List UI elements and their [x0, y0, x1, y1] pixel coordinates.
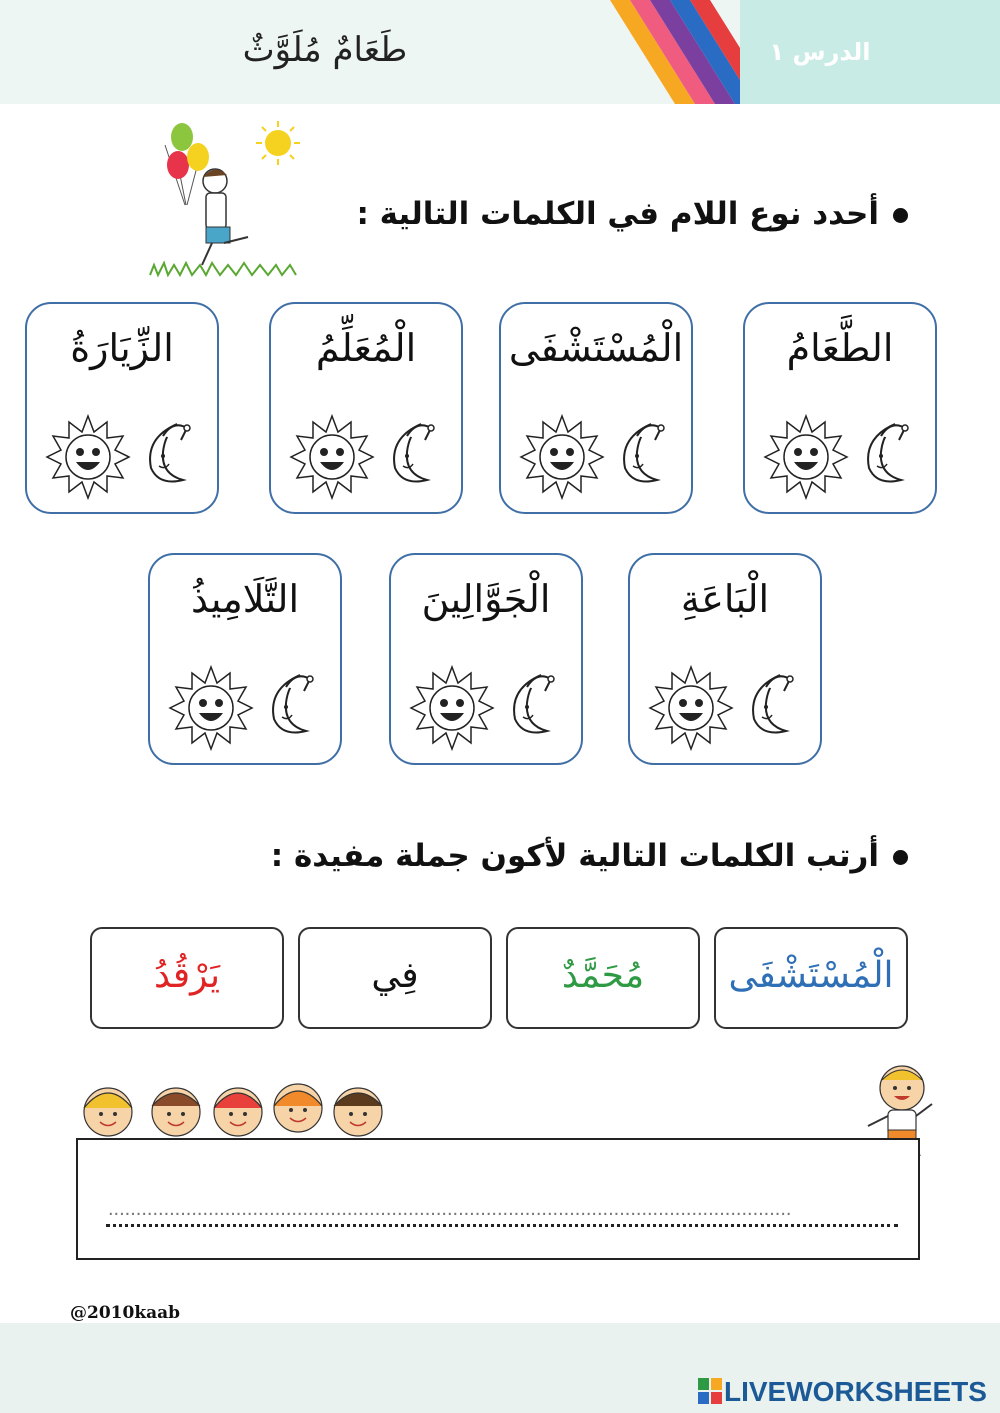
word-card [25, 302, 219, 514]
card-word: الْمُعَلِّمُ [315, 326, 417, 370]
sun-icon[interactable] [45, 414, 131, 500]
instruction-1: أحدد نوع اللام في الكلمات التالية : [356, 196, 908, 232]
word-tile[interactable] [714, 927, 908, 1029]
moon-icon[interactable] [736, 667, 798, 739]
author-credit: @2010kaab [70, 1303, 181, 1323]
instruction-2: أرتب الكلمات التالية لأكون جملة مفيدة : [271, 838, 908, 874]
sun-icon[interactable] [763, 414, 849, 500]
boy-balloons-illustration [140, 115, 310, 285]
moon-icon[interactable] [256, 667, 318, 739]
word-tile-text: فِي [371, 955, 419, 996]
word-card [389, 553, 583, 765]
card-word: التَّلَامِيذُ [190, 577, 300, 621]
sun-icon[interactable] [168, 665, 254, 751]
liveworksheets-badge-icon [698, 1378, 722, 1404]
moon-icon[interactable] [607, 416, 669, 488]
word-card [743, 302, 937, 514]
word-tile[interactable] [506, 927, 700, 1029]
bullet-icon [893, 850, 908, 865]
card-word: الزِّيَارَةُ [70, 326, 174, 370]
kids-illustration [76, 1072, 396, 1142]
word-tile-text: الْمُسْتَشْفَى [728, 955, 894, 996]
word-card [269, 302, 463, 514]
word-card [628, 553, 822, 765]
word-tile[interactable] [298, 927, 492, 1029]
sun-icon[interactable] [289, 414, 375, 500]
card-word: الْجَوَّالِينَ [421, 577, 551, 621]
card-word: الطَّعَامُ [786, 326, 894, 370]
word-tile[interactable] [90, 927, 284, 1029]
moon-icon[interactable] [851, 416, 913, 488]
word-tile-text: يَرْقُدُ [154, 955, 220, 996]
sun-icon[interactable] [519, 414, 605, 500]
liveworksheets-logo[interactable]: LIVEWORKSHEETS [698, 1376, 987, 1408]
moon-icon[interactable] [133, 416, 195, 488]
moon-icon[interactable] [497, 667, 559, 739]
answer-box [76, 1138, 920, 1260]
page-title: طَعَامٌ مُلَوَّثٌ [242, 30, 408, 70]
answer-input[interactable] [106, 1194, 898, 1227]
word-card [499, 302, 693, 514]
sun-icon[interactable] [648, 665, 734, 751]
word-tile-text: مُحَمَّدٌ [561, 955, 645, 996]
moon-icon[interactable] [377, 416, 439, 488]
word-card [148, 553, 342, 765]
sun-icon[interactable] [409, 665, 495, 751]
card-word: الْمُسْتَشْفَى [508, 326, 684, 370]
bullet-icon [893, 208, 908, 223]
card-word: الْبَاعَةِ [680, 577, 770, 621]
lesson-label: الدرس ١ [769, 38, 871, 66]
